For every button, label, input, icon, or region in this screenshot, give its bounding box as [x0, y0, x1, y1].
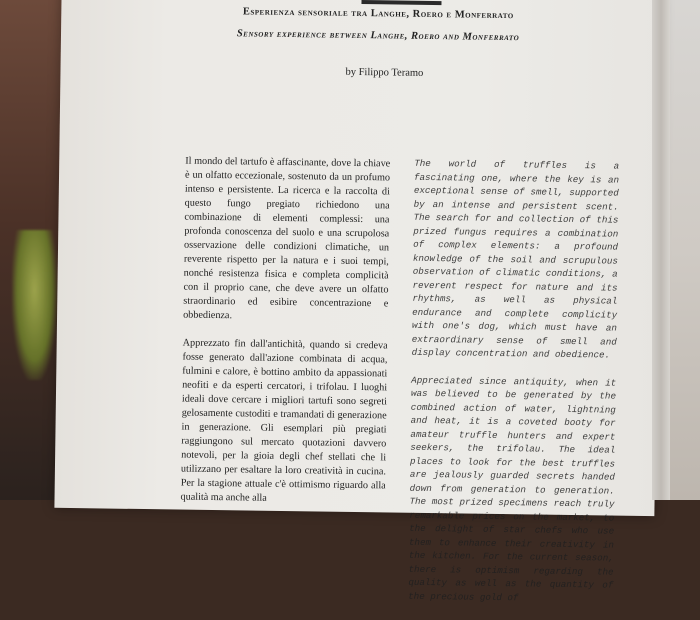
- left-column-italian: [180, 155, 390, 522]
- byline: by Filippo Teramo: [345, 66, 424, 79]
- subtitle-english: Sensory experience between Langhe, Roero and Monferrato: [236, 28, 520, 44]
- right-paragraph-1: The world of truffles is a fascinating one, where the key is an exceptional sense of smell, supported by an intense and persistent scent. The search for and collection of this prized fungus requires a combination of complex elements: a profound knowledge of the soil and scrupulous observation of climatic conditions, a reverent respect for nature and its rhythms, as well as physical endurance and complete complicity with one's dog, which must have an extraordinary sense of smell and display concentration and obedience.: [411, 157, 620, 361]
- top-rule: [361, 0, 441, 5]
- left-paragraph-1: Il mondo del tartufo è affascinante, dove la chiave è un olfatto eccezionale, sostenuto da un profumo intenso e persistente. La ricerca e la raccolta di questo fungo pregiato richiedono una combinazione di elementi complessi: una profonda conoscenza del suolo e una scrupolosa osservazione delle condizioni climatiche, un reverente rispetto per la natura e i suoi tempi, nonché resistenza fisica e completa complicità con il proprio cane, che deve avere un olfatto straordinario ed esibire concentrazione e obbedienza.: [183, 155, 391, 322]
- background-plant: [12, 230, 57, 380]
- right-paragraph-2: Appreciated since antiquity, when it was believed to be generated by the combined action of water, lightning and heat, it is a coveted booty for amateur truffle hunters and expert seekers, the trifolau. The ideal places to look for the best truffles are jealously guarded secrets handed down from generation to generation. The most prized specimens reach truly remarkable prices on the market, to the delight of star chefs who use them to enhance their creativity in the kitchen. For the current season, there is optimism regarding the quality as well as the quantity of the precious gold of: [408, 374, 617, 603]
- subtitle-italian: Esperienza sensoriale tra Langhe, Roero e Monferrato: [242, 6, 514, 22]
- left-paragraph-2: Apprezzato fin dall'antichità, quando si credeva fosse generato dall'azione combinata di acqua, fulmini e calore, è bottino ambito da appassionati neofiti e da esperti cercatori, i trifolau. I luoghi ideali dove cercare i migliori tartufi sono segreti gelosamente custoditi e tramandati di generazione in generazione. Gli esemplari più pregiati raggiungono sul mercato quotazioni davvero notevoli, per la gioia degli chef stellati che li utilizzano per esaltare la loro creatività in cucina. Per la stagione attuale c'è ottimismo riguardo alla qualità ma anche alla: [180, 337, 388, 504]
- right-column-english: [408, 157, 619, 620]
- page-edge: [652, 0, 670, 500]
- magazine-page: [54, 0, 661, 603]
